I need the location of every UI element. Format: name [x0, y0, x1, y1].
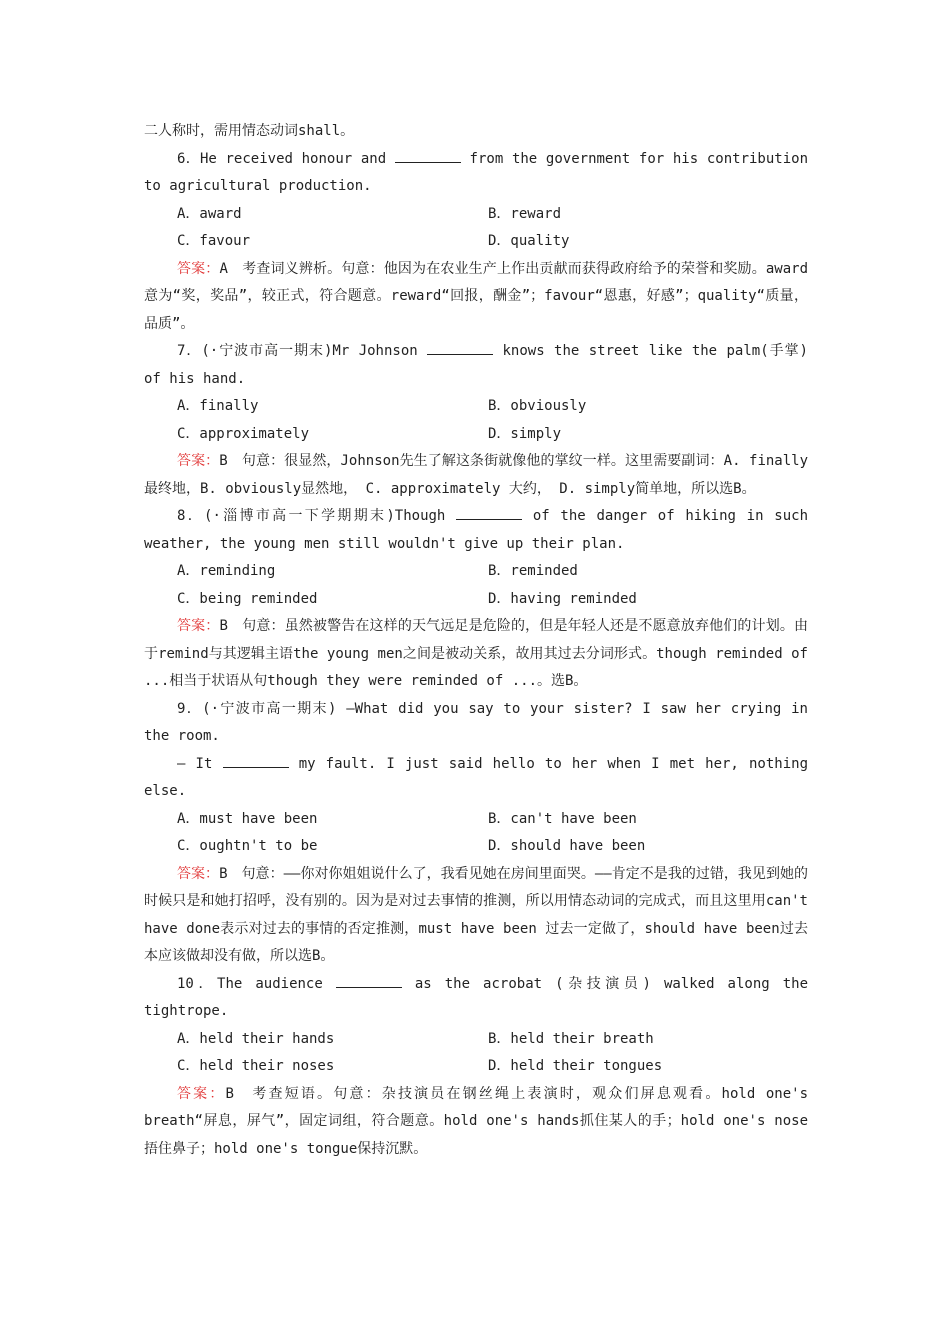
options-row — [144, 1026, 808, 1054]
answer-label: 答案： — [177, 865, 220, 882]
answer-blank — [427, 342, 493, 355]
answer-label: 答案： — [177, 1085, 226, 1102]
option-a: A．award — [177, 205, 242, 222]
option-d: D．should have been — [488, 838, 646, 854]
options-row — [144, 228, 808, 256]
answer-blank — [395, 150, 461, 163]
option-a: A．must have been — [177, 810, 318, 827]
option-c: C．oughtn't to be — [177, 838, 318, 854]
option-c: C．held their noses — [177, 1058, 335, 1074]
option-c: C．approximately — [177, 425, 310, 442]
intro-text: 二人称时，需用情态动词shall。 — [144, 123, 355, 139]
answer-label: 答案： — [177, 618, 220, 634]
options-row — [144, 833, 808, 861]
option-b: B．can't have been — [488, 810, 637, 827]
answer-label: 答案： — [177, 453, 220, 469]
options-row — [144, 1053, 808, 1081]
option-d: D．held their tongues — [488, 1058, 663, 1074]
answer-7: 答案：B 句意：很显然，Johnson先生了解这条街就像他的掌纹一样。这里需要副词：A. finally最终地，B. obviously显然地， C. approximately 大约， D. simply简单地，所以选B。 — [144, 453, 809, 497]
answer-9: 答案：B 句意：——你对你姐姐说什么了，我看见她在房间里面哭。——肯定不是我的过错，我见到她的时候只是和她打招呼，没有别的。因为是对过去事情的推测，所以用情态动词的完成式，而且这里用can't have done表示对过去的事情的否定推测，must have been 过去一定做了，should have been过去本应该做却没有做，所以选B。 — [144, 865, 808, 964]
answer-blank — [336, 975, 402, 988]
question-10: 10．The audience as the acrobat (杂技演员) walked along the tightrope. — [144, 975, 808, 1019]
options-row — [144, 806, 808, 834]
option-c: C．being reminded — [177, 590, 318, 607]
answer-10: 答案：B 考查短语。句意：杂技演员在钢丝绳上表演时，观众们屏息观看。hold one's breath“屏息，屏气”，固定词组，符合题意。hold one's hands抓住某人的手；hold one's nose捂住鼻子；hold one's tongue保持沉默。 — [144, 1085, 809, 1157]
document-content — [144, 118, 808, 1163]
option-b: B．reward — [488, 205, 562, 222]
question-9: 9．(·宁波市高一期末) —What did you say to your sister? I saw her crying in the room. — [144, 700, 808, 744]
answer-8: 答案：B 句意：虽然被警告在这样的天气远足是危险的，但是年轻人还是不愿意放弃他们的计划。由于remind与其逻辑主语the young men之间是被动关系，故用其过去分词形式。though reminded of ...相当于状语从句though they were reminded of ...。选B。 — [144, 618, 808, 689]
option-d: D．having reminded — [488, 590, 637, 607]
question-7: 7．(·宁波市高一期末)Mr Johnson knows the street like the palm(手掌) of his hand. — [144, 343, 808, 387]
option-b: B．obviously — [488, 398, 587, 414]
option-b: B．held their breath — [488, 1030, 654, 1047]
answer-blank — [456, 507, 522, 520]
option-d: D．simply — [488, 425, 562, 442]
option-a: A．reminding — [177, 563, 276, 579]
answer-blank — [223, 755, 289, 768]
option-d: D．quality — [488, 233, 570, 249]
option-c: C．favour — [177, 233, 251, 249]
options-row — [144, 421, 808, 449]
option-a: A．finally — [177, 398, 259, 414]
question-8: 8．(·淄博市高一下学期期末)Though of the danger of hiking in such weather, the young men still wouldn't give up their plan. — [144, 508, 808, 552]
options-row — [144, 201, 808, 229]
answer-label: 答案： — [177, 260, 220, 277]
question-6: 6．He received honour and from the government for his contribution to agricultural production. — [144, 150, 808, 194]
question-9-reply: — It my fault. I just said hello to her when I met her, nothing else. — [144, 755, 808, 799]
answer-6: 答案：A 考查词义辨析。句意：他因为在农业生产上作出贡献而获得政府给予的荣誉和奖励。award意为“奖，奖品”，较正式，符合题意。reward“回报，酬金”；favour“恩惠，好感”；quality“质量，品质”。 — [144, 260, 809, 332]
options-row — [144, 393, 808, 421]
option-b: B．reminded — [488, 563, 578, 579]
option-a: A．held their hands — [177, 1030, 335, 1047]
options-row — [144, 586, 808, 614]
options-row — [144, 558, 808, 586]
